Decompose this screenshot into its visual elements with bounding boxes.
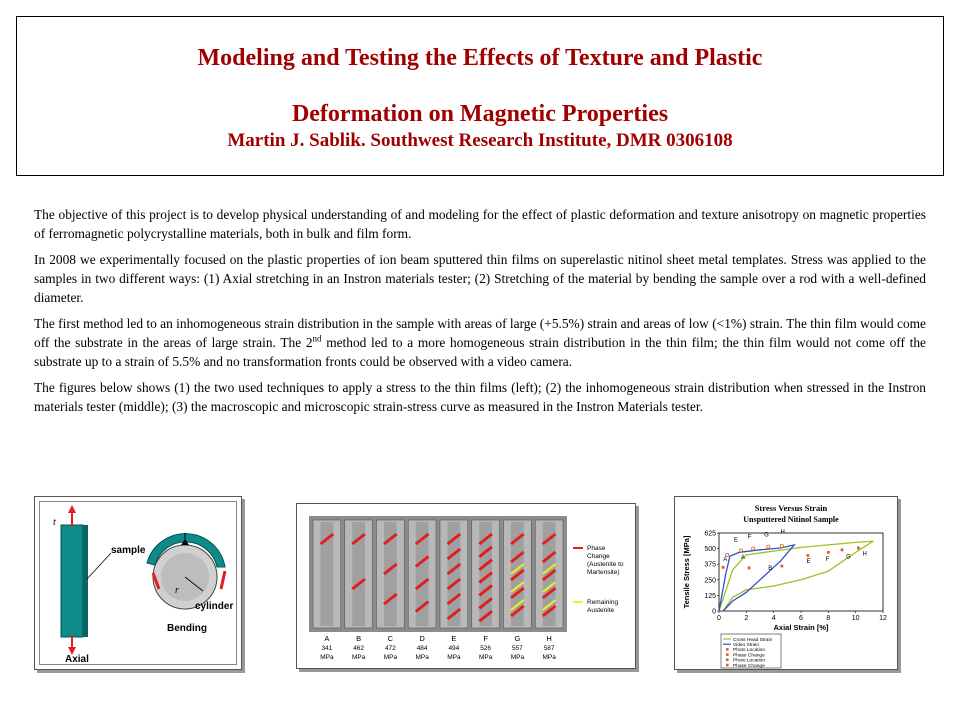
frame-stress-value: 341 <box>321 645 333 652</box>
bending-arrow-right <box>221 571 225 589</box>
plot-frame <box>719 533 883 611</box>
chart-legend-label: Phase Change <box>733 653 765 659</box>
photo-location-marker <box>726 553 729 556</box>
paragraph-methods-part2: method led to a more homogeneous strain distribution in the thin film; the thin film would not come off the substrate up to a strain of 5.5% and no transformation fronts could be observed with a video camera. <box>34 335 926 369</box>
frame-letter: D <box>419 634 425 643</box>
chart-subtitle: Unsputtered Nitinol Sample <box>743 515 839 524</box>
axial-arrowhead-top <box>68 505 76 513</box>
y-tick-label: 250 <box>704 577 716 585</box>
figure-techniques <box>34 496 242 670</box>
paragraph-methods <box>34 314 926 371</box>
frame-stress-value: 494 <box>448 645 460 652</box>
title-line-2: Deformation on Magnetic Properties <box>291 101 669 127</box>
frame-letter: H <box>546 634 552 643</box>
point-label: H <box>780 529 785 536</box>
phase-change-marker <box>780 565 783 568</box>
figure-stress-strain <box>674 496 898 670</box>
legend-label <box>587 545 624 576</box>
x-tick-label: 6 <box>799 615 803 622</box>
chart-legend-swatch <box>726 664 729 667</box>
frame-stress-unit: MPa <box>351 654 366 661</box>
chart-legend-label: Photo Location <box>733 648 766 654</box>
point-label: B <box>768 565 773 572</box>
legend-label-line: Austenite <box>587 607 615 614</box>
point-label: G <box>764 532 769 539</box>
legend-label <box>587 599 618 614</box>
frame-stress-value: 484 <box>416 645 428 652</box>
y-tick-label: 0 <box>712 608 716 616</box>
title-box <box>16 16 944 176</box>
sample-pointer <box>87 553 111 579</box>
frame-letter: C <box>387 634 394 643</box>
chart-legend-swatch <box>726 648 729 651</box>
phase-change-marker <box>748 567 751 570</box>
point-label: A <box>740 555 745 562</box>
legend-label-line: Phase <box>587 545 606 552</box>
frame-letter: E <box>451 634 457 643</box>
chart-legend-label: Cross Head Strain <box>733 637 773 643</box>
stress-strain-chart <box>675 497 897 669</box>
point-label: G <box>846 554 851 561</box>
chart-legend-label: Photo Location <box>733 658 766 664</box>
frame-stress-unit: MPa <box>542 654 556 661</box>
x-tick-label: 10 <box>851 615 860 622</box>
y-tick-label: 625 <box>704 530 716 538</box>
photo-location-marker <box>752 547 755 550</box>
label-r: r <box>175 585 179 596</box>
y-tick-label: 125 <box>704 592 716 600</box>
author-line: Martin J. Sablik. Southwest Research Institute, DMR 0306108 <box>227 130 733 151</box>
frame-letter: G <box>514 634 521 643</box>
chart-legend-swatch <box>726 659 729 662</box>
legend-label-line: (Austenite to <box>587 561 624 568</box>
x-tick-label: 12 <box>879 615 887 622</box>
frame-letter: A <box>324 634 330 643</box>
y-tick-label: 500 <box>704 546 716 554</box>
axial-sample <box>61 525 83 637</box>
phase-change-marker <box>827 551 830 554</box>
axial-sample-side <box>83 525 88 637</box>
phase-change-marker <box>841 548 844 551</box>
point-label: F <box>825 557 830 564</box>
frame-stress-unit: MPa <box>383 654 398 661</box>
frame-stress-value: 462 <box>353 645 365 652</box>
phase-change-marker <box>806 554 809 557</box>
frame-stress-unit: MPa <box>415 654 429 661</box>
phase-change-marker <box>722 566 725 569</box>
frame-stress-unit: MPa <box>510 654 525 661</box>
body-text <box>34 205 926 423</box>
x-tick-label: 8 <box>826 615 831 622</box>
x-axis-label: Axial Strain [%] <box>773 623 829 632</box>
label-bending: Bending <box>167 623 207 634</box>
chart-title: Stress Versus Strain <box>754 503 828 513</box>
title-line-1: Modeling and Testing the Effects of Texture and Plastic <box>197 45 763 71</box>
chart-legend-swatch <box>726 653 729 656</box>
point-label: F <box>747 534 752 541</box>
paragraph-figures: The figures below shows (1) the two used techniques to apply a stress to the thin films (left); (2) the inhomogeneous strain distribution when stressed in the Instron materials tester (middle); (3) the macroscopic and microscopic strain-stress curve as measured in the Instron Materials tester. <box>34 380 926 414</box>
y-axis-label: Tensile Stress [MPa] <box>682 535 691 609</box>
legend-label-line: Change <box>587 553 610 560</box>
photo-location-marker <box>767 545 770 548</box>
frame-stress-value: 526 <box>480 645 492 652</box>
point-label: A <box>723 557 728 564</box>
superscript-nd: nd <box>312 333 322 344</box>
paragraph-objective: The objective of this project is to develop physical understanding of and modeling for the effect of plastic deformation and texture anisotropy on magnetic properties of ferromagnetic polycrystalline materials, both in bulk and film form. <box>34 207 926 241</box>
frame-stress-unit: MPa <box>447 654 461 661</box>
frame-stress-value: 472 <box>384 645 396 652</box>
label-t: t <box>53 517 56 528</box>
phase-change-marker <box>857 547 860 550</box>
point-label: E <box>806 558 811 565</box>
point-label: H <box>862 551 867 558</box>
paragraph-methods-part1: The first method led to an inhomogeneous strain distribution in the sample with areas of large (+5.5%) strain and areas of low (<1%) strain. The thin film would come off the substrate in the areas of large strain. The 2 <box>34 316 926 350</box>
x-tick-label: 0 <box>717 615 721 622</box>
chart-legend-label: Phase Change <box>733 663 765 669</box>
frame-letter: F <box>483 634 488 643</box>
x-tick-label: 2 <box>744 615 749 622</box>
frame-stress-unit: MPa <box>320 654 334 661</box>
frame-stress-value: 587 <box>543 645 555 652</box>
label-sample: sample <box>111 545 146 556</box>
x-tick-label: 4 <box>771 615 776 622</box>
point-label: E <box>734 537 739 544</box>
figure-strain-distribution <box>296 503 636 669</box>
paragraph-experiment: In 2008 we experimentally focused on the plastic properties of ion beam sputtered thin films on superelastic nitinol sheet metal templates. Stress was applied to the samples in two different ways: (1) Axial stretching in an Instron materials tester; (2) Stretching of the material by bending the sample over a rod with a well-defined diameter. <box>34 252 926 305</box>
techniques-diagram <box>35 497 241 669</box>
chart-legend-label: Video Strain <box>733 643 760 648</box>
legend-label-line: Martensite) <box>587 569 620 576</box>
frame-stress-unit: MPa <box>478 654 493 661</box>
label-axial: Axial <box>65 654 89 665</box>
label-cylinder: cylinder <box>195 601 234 612</box>
y-tick-label: 375 <box>704 561 716 569</box>
strain-photo-strip <box>297 504 635 668</box>
legend-label-line: Remaining <box>587 599 619 606</box>
frame-stress-value: 557 <box>511 645 523 652</box>
frame-letter: B <box>356 634 362 643</box>
